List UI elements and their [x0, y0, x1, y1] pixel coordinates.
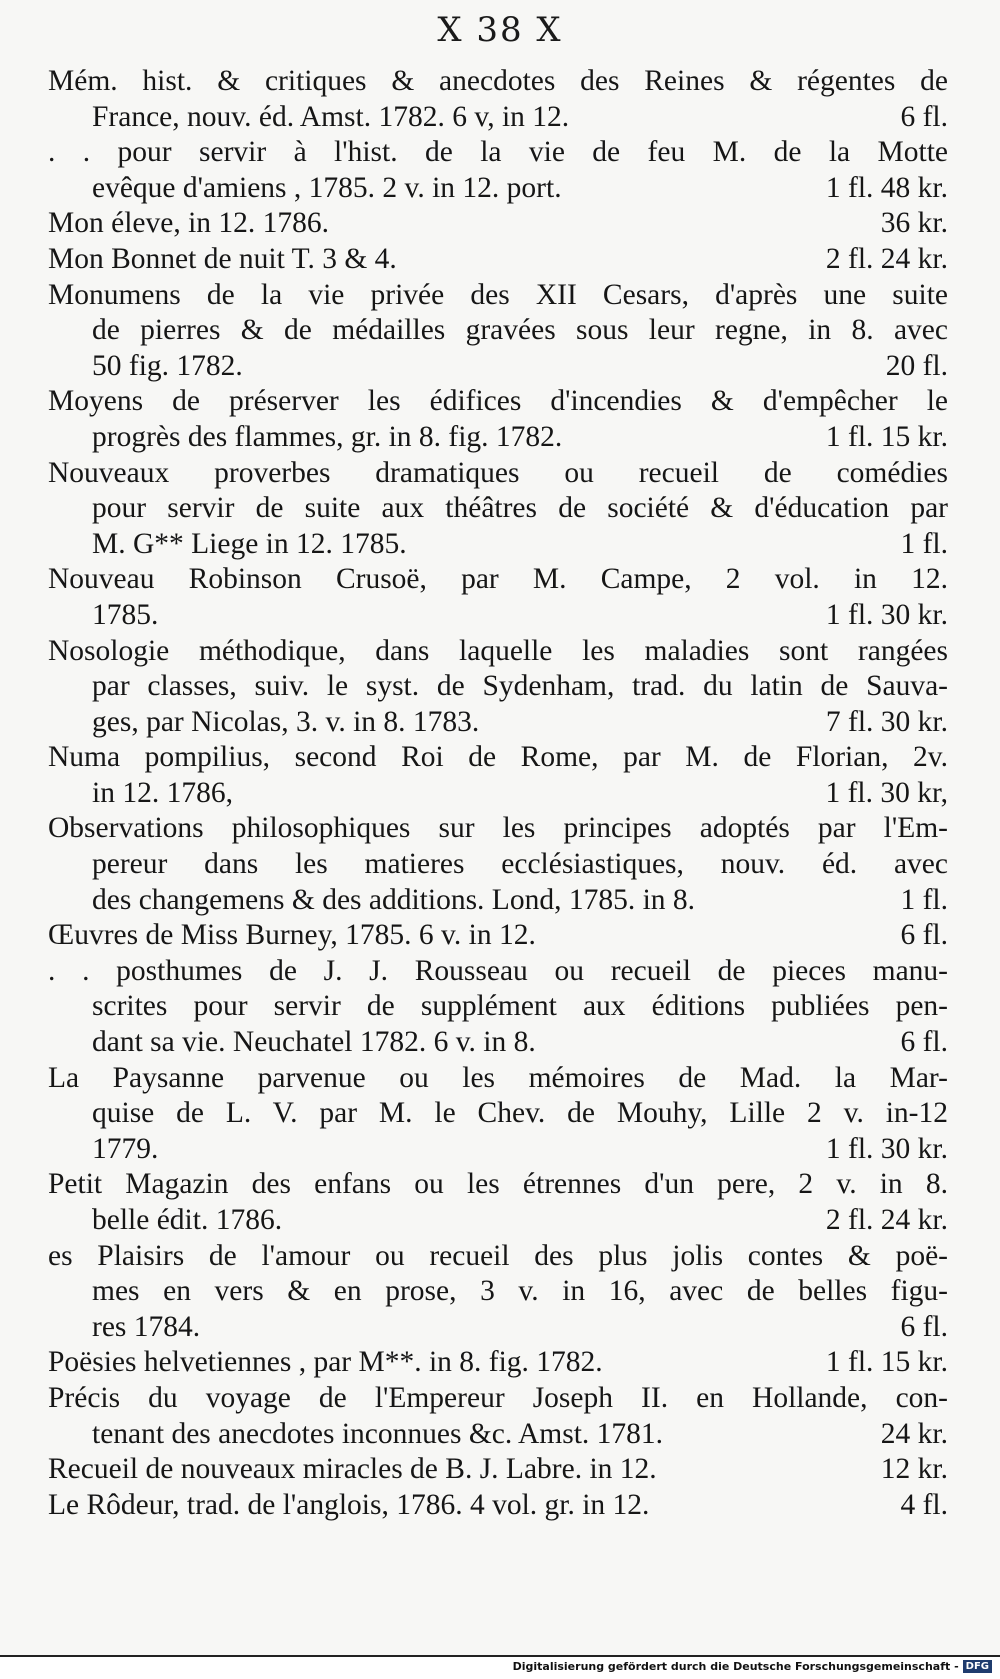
entry-text: des changemens & des additions. Lond, 1785. in 8. — [92, 883, 696, 916]
catalogue-entry — [48, 64, 948, 135]
entry-text: in 12. 1786, — [92, 776, 233, 809]
entry-last-line — [48, 420, 948, 456]
catalogue-entries — [48, 64, 948, 1523]
catalogue-entry — [48, 206, 948, 242]
entry-price: 1 fl. 30 kr. — [825, 1132, 948, 1165]
entry-last-line — [48, 206, 948, 242]
entry-line: de pierres & de médailles gravées sous leur regne, in 8. avec — [92, 314, 948, 347]
catalogue-entry — [48, 634, 948, 741]
footer-divider — [0, 1655, 1000, 1657]
entry-price: 2 fl. 24 kr. — [825, 1204, 948, 1236]
entry-last-line — [48, 1132, 948, 1168]
digitization-footer — [513, 1660, 992, 1673]
entry-text: 50 fig. 1782. — [92, 349, 243, 382]
entry-last-line — [48, 883, 948, 919]
entry-text: belle édit. 1786. — [92, 1204, 283, 1236]
entry-line: Moyens de préserver les édifices d'incendies & d'empêcher le — [48, 385, 948, 418]
entry-price: 6 fl. — [900, 1310, 948, 1343]
entry-last-line — [48, 1345, 948, 1381]
entry-price: 1 fl. 48 kr. — [825, 171, 948, 204]
entry-line: Petit Magazin des enfans ou les étrennes d'un pere, 2 v. in 8. — [48, 1168, 948, 1201]
entry-price: 6 fl. — [900, 1026, 948, 1059]
catalogue-entry — [48, 1345, 948, 1381]
catalogue-entry — [48, 135, 948, 206]
entry-last-line — [48, 242, 948, 278]
entry-line: La Paysanne parvenue ou les mémoires de Mad. la Mar- — [48, 1061, 948, 1094]
entry-line: Mém. hist. & critiques & anecdotes des Reines & régentes de — [48, 65, 948, 97]
entry-line: pour servir de suite aux théâtres de société & d'éducation par — [92, 492, 948, 525]
entry-price: 1 fl. 30 kr, — [825, 776, 948, 809]
entry-last-line — [48, 1452, 948, 1488]
entry-price: 12 kr. — [880, 1453, 948, 1486]
catalogue-entry — [48, 954, 948, 1061]
entry-last-line — [48, 918, 948, 954]
entry-text: M. G** Liege in 12. 1785. — [92, 527, 407, 560]
entry-text: Œuvres de Miss Burney, 1785. 6 v. in 12. — [48, 919, 536, 952]
footer-credit: Digitalisierung gefördert durch die Deutsche Forschungsgemeinschaft - — [512, 1660, 959, 1673]
catalogue-entry — [48, 456, 948, 563]
entry-last-line — [48, 1203, 948, 1239]
catalogue-entry — [48, 1381, 948, 1452]
catalogue-entry — [48, 811, 948, 918]
catalogue-entry — [48, 562, 948, 633]
entry-line: Nouveau Robinson Crusoë, par M. Campe, 2 vol. in 12. — [48, 563, 948, 596]
entry-last-line — [48, 1310, 948, 1346]
entry-last-line — [48, 1488, 948, 1524]
entry-line: Observations philosophiques sur les principes adoptés par l'Em- — [48, 812, 948, 845]
page-number-header: Ⅹ 38 Ⅹ — [437, 10, 563, 50]
entry-price: 4 fl. — [900, 1488, 948, 1521]
catalogue-entry — [48, 740, 948, 811]
catalogue-entry — [48, 1167, 948, 1238]
entry-line: quise de L. V. par M. le Chev. de Mouhy, Lille 2 v. in-12 — [92, 1097, 948, 1130]
dfg-logo: DFG — [963, 1660, 992, 1673]
entry-text: Recueil de nouveaux miracles de B. J. Labre. in 12. — [48, 1453, 657, 1486]
entry-price: 36 kr. — [880, 207, 948, 240]
entry-price: 7 fl. 30 kr. — [825, 705, 948, 738]
entry-text: Mon éleve, in 12. 1786. — [48, 207, 330, 240]
entry-line: mes en vers & en prose, 3 v. in 16, avec de belles figu- — [92, 1275, 948, 1308]
entry-last-line — [48, 1417, 948, 1453]
catalogue-entry — [48, 1061, 948, 1168]
entry-price: 1 fl. 30 kr. — [825, 598, 948, 631]
entry-price: 20 fl. — [885, 349, 948, 382]
entry-line: Monumens de la vie privée des XII Cesars, d'après une suite — [48, 278, 948, 311]
entry-line: scrites pour servir de supplément aux éditions publiées pen- — [92, 990, 948, 1023]
entry-price: 2 fl. 24 kr. — [825, 242, 948, 275]
catalogue-entry — [48, 278, 948, 385]
entry-last-line — [48, 349, 948, 385]
entry-line: es Plaisirs de l'amour ou recueil des plus jolis contes & poë- — [48, 1239, 948, 1272]
entry-last-line — [48, 527, 948, 563]
entry-text: France, nouv. éd. Amst. 1782. 6 v, in 12. — [92, 100, 570, 133]
entry-text: 1779. — [92, 1132, 159, 1165]
entry-line: par classes, suiv. le syst. de Sydenham, trad. du latin de Sauva- — [92, 670, 948, 703]
entry-text: progrès des flammes, gr. in 8. fig. 1782. — [92, 420, 563, 453]
entry-text: ges, par Nicolas, 3. v. in 8. 1783. — [92, 705, 480, 738]
entry-price: 1 fl. — [900, 527, 948, 560]
entry-line: . . pour servir à l'hist. de la vie de feu M. de la Motte — [48, 136, 948, 169]
entry-last-line — [48, 705, 948, 741]
entry-text: res 1784. — [92, 1310, 201, 1343]
catalogue-entry — [48, 1239, 948, 1346]
entry-line: . . posthumes de J. J. Rousseau ou recueil de pieces manu- — [48, 954, 948, 987]
entry-text: dant sa vie. Neuchatel 1782. 6 v. in 8. — [92, 1026, 536, 1059]
entry-line: Numa pompilius, second Roi de Rome, par M. de Florian, 2v. — [48, 741, 948, 774]
catalogue-entry — [48, 1452, 948, 1488]
entry-text: Mon Bonnet de nuit T. 3 & 4. — [48, 242, 397, 275]
catalogue-entry — [48, 242, 948, 278]
entry-last-line — [48, 1025, 948, 1061]
catalogue-entry — [48, 384, 948, 455]
entry-text: tenant des anecdotes inconnues &c. Amst. 1781. — [92, 1417, 664, 1450]
entry-last-line — [48, 776, 948, 812]
entry-line: pereur dans les matieres ecclésiastiques, nouv. éd. avec — [92, 848, 948, 881]
entry-price: 24 kr. — [880, 1417, 948, 1450]
entry-last-line — [48, 100, 948, 136]
entry-price: 6 fl. — [900, 100, 948, 133]
entry-line: Nouveaux proverbes dramatiques ou recueil de comédies — [48, 456, 948, 489]
entry-line: Précis du voyage de l'Empereur Joseph II. en Hollande, con- — [48, 1381, 948, 1414]
entry-price: 1 fl. 15 kr. — [825, 420, 948, 453]
entry-text: 1785. — [92, 598, 159, 631]
entry-text: evêque d'amiens , 1785. 2 v. in 12. port. — [92, 171, 562, 204]
catalogue-entry — [48, 1488, 948, 1524]
entry-price: 1 fl. — [900, 883, 948, 916]
catalogue-entry — [48, 918, 948, 954]
entry-text: Poësies helvetiennes , par M**. in 8. fig. 1782. — [48, 1346, 603, 1379]
entry-price: 6 fl. — [900, 919, 948, 952]
entry-line: Nosologie méthodique, dans laquelle les maladies sont rangées — [48, 634, 948, 667]
entry-last-line — [48, 171, 948, 207]
entry-text: Le Rôdeur, trad. de l'anglois, 1786. 4 vol. gr. in 12. — [48, 1488, 650, 1521]
entry-last-line — [48, 598, 948, 634]
entry-price: 1 fl. 15 kr. — [825, 1346, 948, 1379]
